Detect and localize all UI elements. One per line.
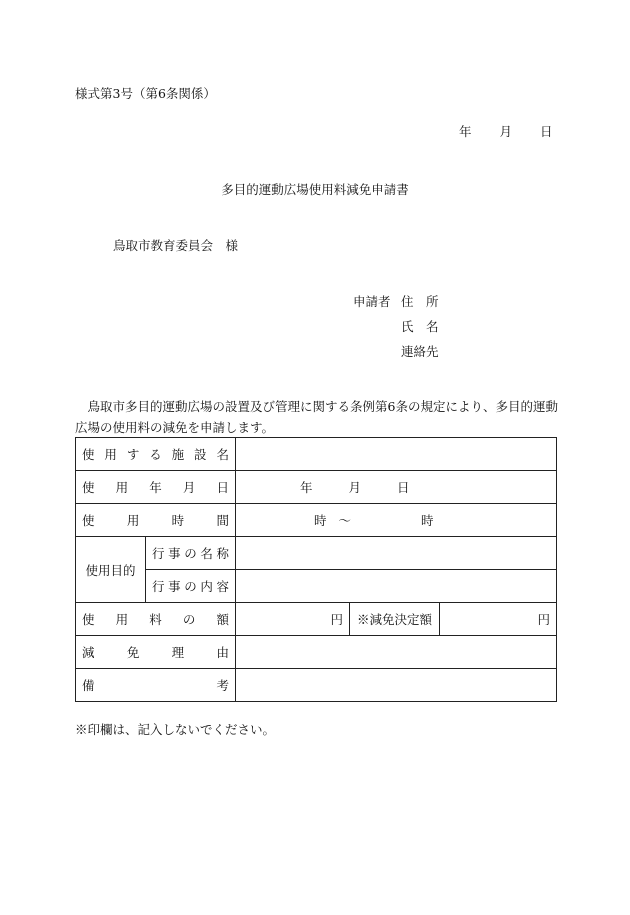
decided-unit: 円 <box>537 612 551 627</box>
document-title: 多目的運動広場使用料減免申請書 <box>221 182 409 197</box>
purpose-label: 使用目的 <box>76 537 146 603</box>
facility-value-cell[interactable] <box>236 438 557 471</box>
addressee: 鳥取市教育委員会 様 <box>113 238 239 253</box>
fee-amount-cell[interactable] <box>236 603 350 636</box>
date-row <box>76 471 557 504</box>
time-value-cell[interactable] <box>236 504 557 537</box>
applicant-label: 申請者 <box>353 294 391 309</box>
use-year: 年 <box>300 480 313 495</box>
intro-text: 鳥取市多目的運動広場の設置及び管理に関する条例第6条の規定により、多目的運動広場の使用料の減免を申請します。 <box>75 399 558 435</box>
fee-row <box>76 603 557 636</box>
reason-cell[interactable] <box>236 636 557 669</box>
time-sep: 〜 <box>338 513 352 528</box>
date-day: 日 <box>540 124 553 139</box>
facility-row <box>76 438 557 471</box>
time-from: 時 <box>314 513 327 528</box>
event-name-row <box>76 537 557 570</box>
time-row <box>76 504 557 537</box>
remarks-row <box>76 669 557 702</box>
time-to: 時 <box>421 513 434 528</box>
event-name-label: 行 事 の 名 称 <box>146 537 236 570</box>
reason-row <box>76 636 557 669</box>
footnote: ※印欄は、記入しないでください。 <box>75 722 276 737</box>
contact-label: 連絡先 <box>401 344 439 359</box>
decided-amount-cell[interactable] <box>440 603 557 636</box>
event-name-cell[interactable] <box>236 537 557 570</box>
date-value-cell[interactable] <box>236 471 557 504</box>
reason-label: 減 免 理 由 <box>76 636 236 669</box>
event-content-row <box>76 570 557 603</box>
form-number: 様式第3号（第6条関係） <box>75 86 216 101</box>
fee-label: 使 用 料 の 額 <box>76 603 236 636</box>
date-month: 月 <box>499 124 513 139</box>
time-label: 使 用 時 間 <box>76 504 236 537</box>
fee-unit: 円 <box>330 612 344 627</box>
decided-amount-label: ※減免決定額 <box>350 603 440 636</box>
address-label: 住 所 <box>401 294 439 309</box>
name-label: 氏 名 <box>401 319 439 334</box>
application-table <box>75 437 557 702</box>
event-content-cell[interactable] <box>236 570 557 603</box>
event-content-label: 行 事 の 内 容 <box>146 570 236 603</box>
remarks-cell[interactable] <box>236 669 557 702</box>
remarks-label: 備 考 <box>76 669 236 702</box>
submission-date <box>459 122 553 140</box>
use-day: 日 <box>397 480 410 495</box>
use-month: 月 <box>348 480 362 495</box>
date-label: 使 用 年 月 日 <box>76 471 236 504</box>
date-year: 年 <box>459 124 472 139</box>
facility-label: 使 用 す る 施 設 名 <box>76 438 236 471</box>
